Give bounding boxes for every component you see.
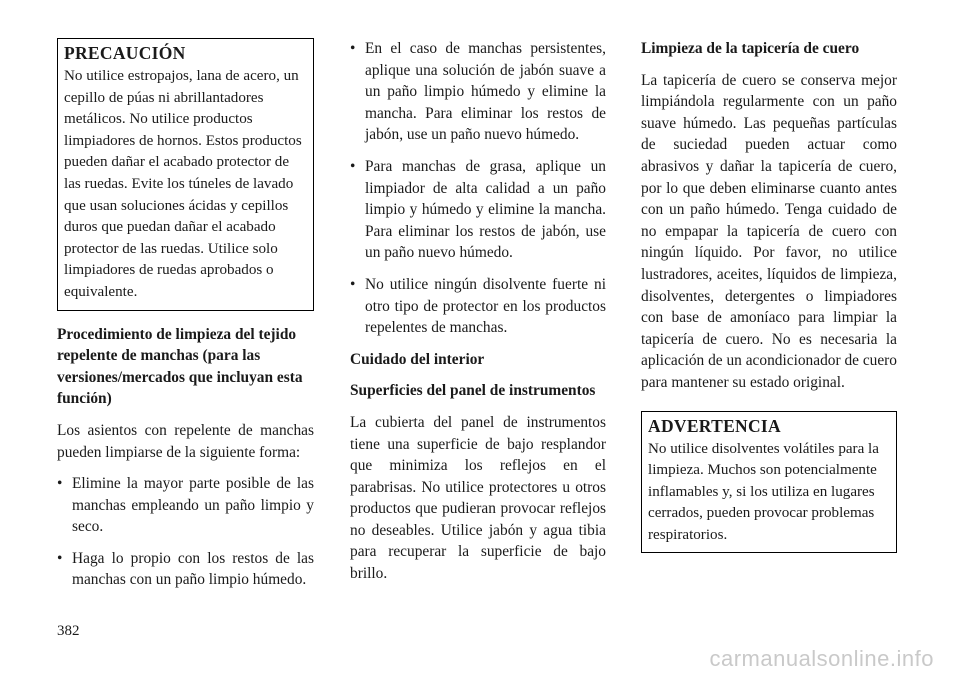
leather-text: La tapicería de cuero se conserva mejor limpiándola regularmente con un paño suave húmedo. Las pequeñas partículas de suciedad pueden actuar como abrasivos y dañar la tapicería de cuero, por lo que deben eliminarse cuanto antes con un paño húmedo. Tenga cuidado de no empapar la tapicería de cuero con ningún líquido. Por favor, no utilice lustradores, aceites, líquidos de limpieza, disolventes, detergentes o limpiadores con base de amoníaco para limpiar la tapicería de cuero. No es necesaria la aplicación de un acondicionador de cuero para mantener su estado original. xyxy=(641,71,897,391)
fabric-bullets-col1 xyxy=(57,473,314,591)
interior-subheading: Superficies del panel de instrumentos xyxy=(350,382,596,400)
list-item-text: Haga lo propio con los restos de las manchas con un paño limpio húmedo. xyxy=(72,549,314,589)
warning-title: ADVERTENCIA xyxy=(648,415,781,436)
list-item xyxy=(350,38,606,146)
precaution-box xyxy=(57,38,314,311)
column-middle xyxy=(350,0,606,585)
list-item-text: Elimine la mayor parte posible de las manchas empleando un paño limpio y seco. xyxy=(72,475,314,536)
fabric-heading-rest: (para las versiones/mercados que incluyan esta función) xyxy=(57,347,303,408)
watermark: carmanualsonline.info xyxy=(709,646,934,671)
column-left xyxy=(57,0,314,591)
list-item xyxy=(350,274,606,339)
list-item-text: En el caso de manchas persistentes, aplique una solución de jabón suave a un paño limpio húmedo y elimine la mancha. Para eliminar los restos de jabón, use un paño nuevo húmedo. xyxy=(365,40,606,144)
leather-heading: Limpieza de la tapicería de cuero xyxy=(641,40,860,57)
fabric-heading xyxy=(57,324,314,410)
bullet-icon: • xyxy=(350,157,356,175)
list-item xyxy=(57,473,314,538)
fabric-bullets-col2 xyxy=(350,38,606,339)
bullet-icon: • xyxy=(57,549,63,567)
warning-text: No utilice disolventes volátiles para la limpieza. Muchos son potencialmente inflamables y, si los utiliza en lugares cerrados, pueden provocar problemas respiratorios. xyxy=(648,440,879,543)
bullet-icon: • xyxy=(350,275,356,293)
precaution-title: PRECAUCIÓN xyxy=(64,43,186,63)
interior-text: La cubierta del panel de instrumentos tiene una superficie de bajo resplandor que minimiza los reflejos en el parabrisas. No utilice protectores u otros productos que pudieran provocar reflejos no deseables. Utilice jabón y agua tibia para recuperar la superficie de bajo brillo. xyxy=(350,413,606,583)
list-item xyxy=(350,156,606,264)
list-item-text: No utilice ningún disolvente fuerte ni otro tipo de protector en los productos repelentes de manchas. xyxy=(365,275,606,337)
list-item xyxy=(57,548,314,591)
list-item-text: Para manchas de grasa, aplique un limpiador de alta calidad a un paño limpio y húmedo y elimine la mancha. Para eliminar los restos de jabón, use un paño nuevo húmedo. xyxy=(365,157,606,262)
fabric-intro: Los asientos con repelente de manchas pueden limpiarse de la siguiente forma: xyxy=(57,421,314,461)
warning-box xyxy=(641,411,897,554)
fabric-heading-bold: Procedimiento de limpieza del tejido repelente de manchas xyxy=(57,325,297,365)
page-number: 382 xyxy=(57,623,80,639)
interior-heading: Cuidado del interior xyxy=(350,350,485,368)
precaution-text: No utilice estropajos, lana de acero, un cepillo de púas ni abrillantadores metálicos. No utilice productos limpiadores de hornos. Estos productos pueden dañar el acabado protector de las ruedas. Evite los túneles de lavado que usan soluciones ácidas y cepillos duros que puedan dañar el acabado protector de las ruedas. Utilice solo limpiadores de ruedas aprobados o equivalente. xyxy=(64,68,302,300)
column-right xyxy=(641,0,897,553)
bullet-icon: • xyxy=(350,40,356,57)
bullet-icon: • xyxy=(57,475,63,493)
